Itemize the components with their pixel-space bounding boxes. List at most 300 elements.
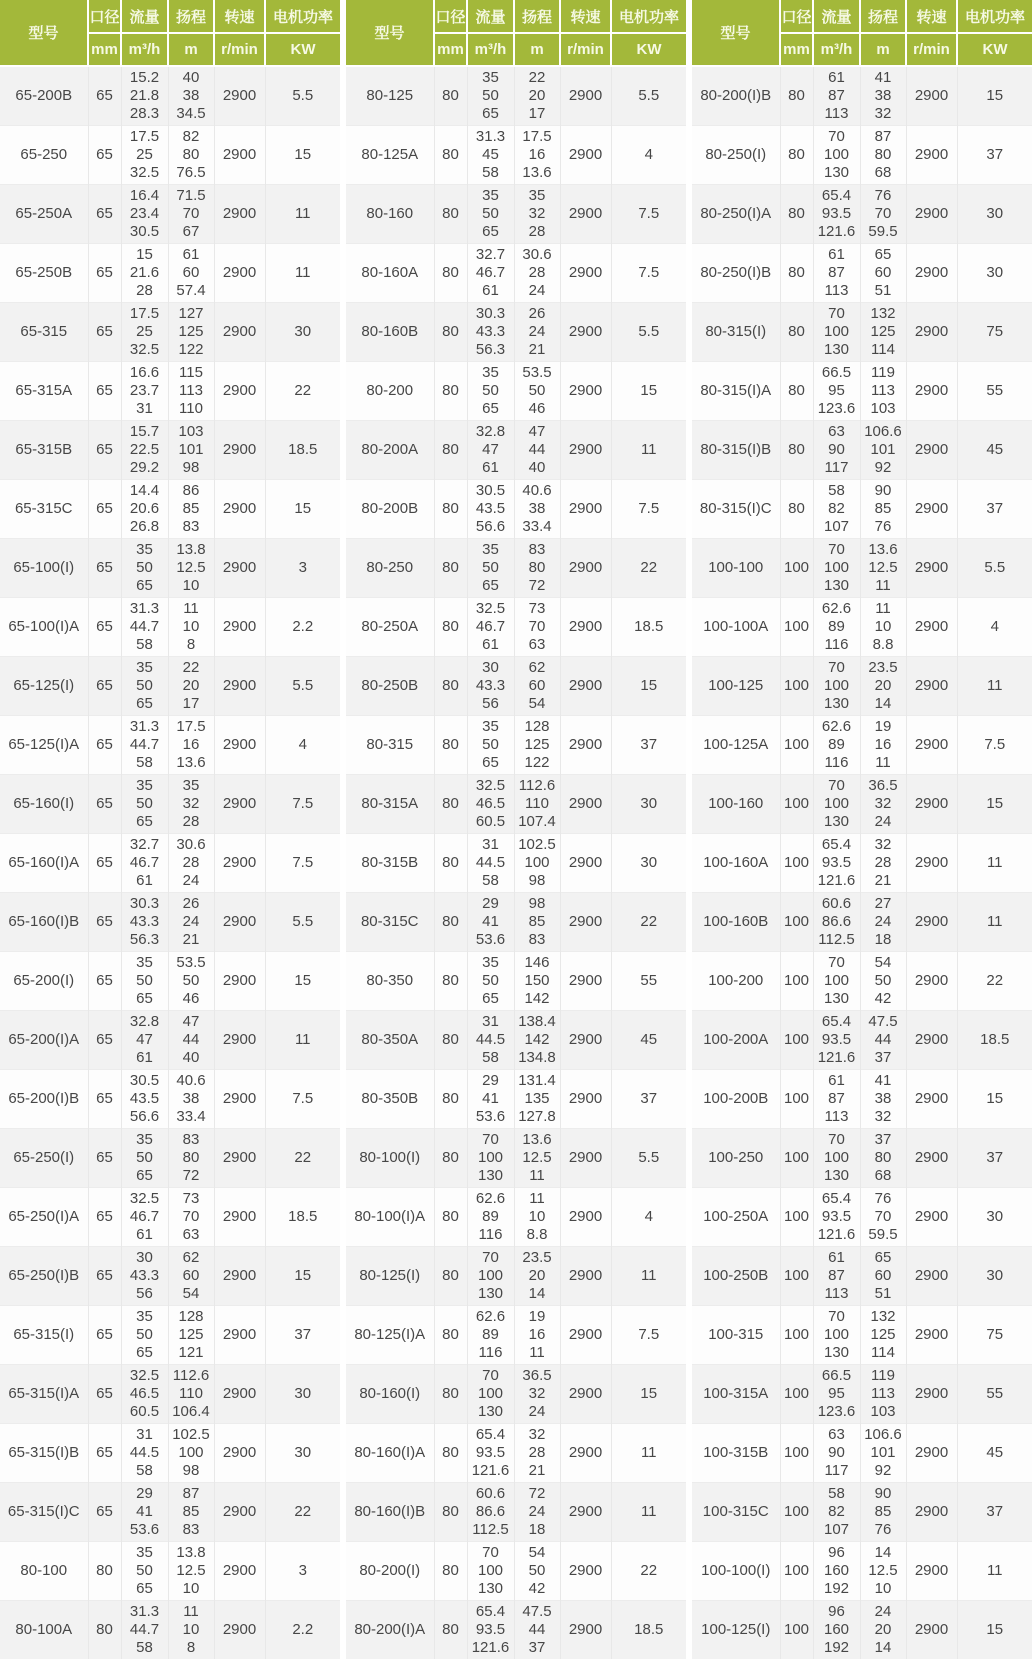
flow-cell-value: 130 [468, 1167, 514, 1185]
diameter-cell: 65 [88, 1070, 121, 1129]
power-cell: 30 [957, 185, 1032, 244]
flow-cell-value: 130 [814, 990, 860, 1008]
head-cell [514, 598, 560, 657]
flow-cell [813, 480, 860, 539]
head-cell-value: 35 [169, 777, 214, 795]
flow-cell-value: 93.5 [814, 205, 860, 223]
flow-cell-value: 100 [814, 795, 860, 813]
model-cell: 80-315 [346, 716, 434, 775]
flow-cell-value: 32.5 [468, 777, 514, 795]
power-cell: 30 [265, 1424, 340, 1483]
table-row [692, 952, 1032, 1011]
flow-cell-value: 58 [122, 636, 168, 654]
flow-cell-value: 65.4 [468, 1426, 514, 1444]
speed-cell: 2900 [560, 362, 611, 421]
flow-cell-value: 93.5 [468, 1444, 514, 1462]
header-head: 扬程 [860, 0, 906, 33]
header-flow: 流量 [121, 0, 168, 33]
flow-cell [813, 598, 860, 657]
head-cell-value: 13.8 [169, 1544, 214, 1562]
head-cell-value: 40 [169, 69, 214, 87]
diameter-cell: 80 [780, 362, 813, 421]
head-cell-value: 27 [861, 895, 906, 913]
diameter-cell: 65 [88, 893, 121, 952]
flow-cell-value: 50 [468, 382, 514, 400]
power-cell: 22 [611, 539, 686, 598]
model-cell: 65-100(I) [0, 539, 88, 598]
head-cell [168, 244, 214, 303]
model-cell: 80-125A [346, 126, 434, 185]
flow-cell [813, 1247, 860, 1306]
flow-cell-value: 41 [468, 1090, 514, 1108]
speed-cell: 2900 [560, 1483, 611, 1542]
flow-cell [467, 1011, 514, 1070]
power-cell: 22 [265, 1483, 340, 1542]
model-cell: 80-250 [346, 539, 434, 598]
header-model: 型号 [692, 0, 780, 66]
flow-cell-value: 70 [468, 1249, 514, 1267]
flow-cell-value: 43.3 [122, 913, 168, 931]
power-cell: 11 [611, 1247, 686, 1306]
table-row [346, 834, 686, 893]
flow-cell-value: 32.5 [122, 1190, 168, 1208]
head-cell-value: 10 [861, 618, 906, 636]
table-header [346, 0, 686, 66]
power-cell: 30 [957, 244, 1032, 303]
head-cell-value: 150 [515, 972, 560, 990]
flow-cell [121, 1011, 168, 1070]
speed-cell: 2900 [560, 716, 611, 775]
header-power: 电机功率 [265, 0, 340, 33]
table-row [346, 303, 686, 362]
flow-cell-value: 62.6 [468, 1308, 514, 1326]
table-row [692, 1070, 1032, 1129]
flow-cell-value: 50 [468, 972, 514, 990]
head-cell-value: 101 [861, 1444, 906, 1462]
model-cell: 80-125(I) [346, 1247, 434, 1306]
flow-cell-value: 112.5 [468, 1521, 514, 1539]
flow-cell [467, 303, 514, 362]
flow-cell-value: 17.5 [122, 305, 168, 323]
flow-cell [121, 1424, 168, 1483]
flow-cell-value: 96 [814, 1544, 860, 1562]
model-cell: 65-315 [0, 303, 88, 362]
head-cell-value: 42 [515, 1580, 560, 1598]
flow-cell-value: 70 [814, 1308, 860, 1326]
diameter-cell: 80 [88, 1542, 121, 1601]
model-cell: 65-200(I)A [0, 1011, 88, 1070]
speed-cell: 2900 [560, 1011, 611, 1070]
flow-cell-value: 22.5 [122, 441, 168, 459]
power-cell: 11 [611, 1424, 686, 1483]
head-cell-value: 13.6 [515, 1131, 560, 1149]
flow-cell-value: 25 [122, 146, 168, 164]
head-cell-value: 37 [515, 1639, 560, 1657]
diameter-cell: 80 [434, 1011, 467, 1070]
head-cell-value: 38 [169, 87, 214, 105]
flow-cell-value: 31 [122, 400, 168, 418]
flow-cell [467, 185, 514, 244]
head-cell [168, 657, 214, 716]
head-cell-value: 24 [515, 1503, 560, 1521]
diameter-cell: 65 [88, 1483, 121, 1542]
head-cell [860, 1247, 906, 1306]
head-cell-value: 102.5 [169, 1426, 214, 1444]
flow-cell [467, 126, 514, 185]
flow-cell-value: 62.6 [814, 600, 860, 618]
diameter-cell: 100 [780, 1365, 813, 1424]
head-cell-value: 76.5 [169, 164, 214, 182]
head-cell [860, 421, 906, 480]
head-cell-value: 106.6 [861, 1426, 906, 1444]
flow-cell-value: 65 [468, 990, 514, 1008]
head-cell-value: 70 [861, 1208, 906, 1226]
head-cell [168, 480, 214, 539]
diameter-cell: 100 [780, 1306, 813, 1365]
head-cell [860, 716, 906, 775]
flow-cell-value: 53.6 [468, 1108, 514, 1126]
table-row [346, 1424, 686, 1483]
head-cell-value: 41 [861, 69, 906, 87]
flow-cell [121, 1188, 168, 1247]
head-cell-value: 10 [169, 1621, 214, 1639]
speed-cell: 2900 [906, 1601, 957, 1659]
flow-cell-value: 30 [468, 659, 514, 677]
flow-cell [121, 480, 168, 539]
diameter-cell: 80 [434, 1306, 467, 1365]
flow-cell-value: 192 [814, 1580, 860, 1598]
head-cell-value: 26 [515, 305, 560, 323]
speed-cell: 2900 [214, 421, 265, 480]
speed-cell: 2900 [214, 1365, 265, 1424]
head-cell [168, 598, 214, 657]
table-row [0, 598, 340, 657]
head-cell-value: 103 [169, 423, 214, 441]
power-cell: 5.5 [957, 539, 1032, 598]
model-cell: 80-125 [346, 66, 434, 126]
flow-cell-value: 130 [814, 1167, 860, 1185]
model-cell: 100-315A [692, 1365, 780, 1424]
diameter-cell: 80 [780, 126, 813, 185]
speed-cell: 2900 [906, 952, 957, 1011]
power-cell: 55 [957, 362, 1032, 421]
speed-cell: 2900 [214, 1542, 265, 1601]
flow-cell-value: 35 [122, 777, 168, 795]
head-cell-value: 40.6 [169, 1072, 214, 1090]
head-cell-value: 28 [169, 854, 214, 872]
head-cell-value: 138.4 [515, 1013, 560, 1031]
table-row [692, 1424, 1032, 1483]
flow-cell-value: 41 [122, 1503, 168, 1521]
head-cell-value: 125 [169, 1326, 214, 1344]
head-cell-value: 19 [515, 1308, 560, 1326]
model-cell: 65-250 [0, 126, 88, 185]
head-cell-value: 62 [515, 659, 560, 677]
model-cell: 100-125(I) [692, 1601, 780, 1659]
power-cell: 15 [957, 1070, 1032, 1129]
flow-cell-value: 58 [122, 1639, 168, 1657]
diameter-cell: 80 [434, 185, 467, 244]
model-cell: 100-200A [692, 1011, 780, 1070]
flow-cell-value: 32.8 [468, 423, 514, 441]
power-cell: 2.2 [265, 598, 340, 657]
header-diameter: 口径 [434, 0, 467, 33]
head-cell-value: 85 [515, 913, 560, 931]
flow-cell-value: 113 [814, 282, 860, 300]
table-row [0, 1306, 340, 1365]
head-cell [168, 952, 214, 1011]
table-row [692, 1601, 1032, 1659]
flow-cell [467, 952, 514, 1011]
head-cell-value: 131.4 [515, 1072, 560, 1090]
diameter-cell: 100 [780, 1070, 813, 1129]
head-cell-value: 86 [169, 482, 214, 500]
diameter-cell: 80 [434, 539, 467, 598]
head-cell-value: 14 [861, 1639, 906, 1657]
flow-cell-value: 16.4 [122, 187, 168, 205]
table-row [692, 480, 1032, 539]
power-cell: 15 [611, 657, 686, 716]
speed-cell: 2900 [214, 1247, 265, 1306]
flow-cell-value: 100 [468, 1267, 514, 1285]
head-cell [514, 1247, 560, 1306]
head-cell-value: 20 [515, 87, 560, 105]
head-cell-value: 83 [169, 1521, 214, 1539]
head-cell-value: 50 [861, 972, 906, 990]
diameter-cell: 80 [434, 1365, 467, 1424]
flow-cell-value: 93.5 [468, 1621, 514, 1639]
flow-cell-value: 56 [122, 1285, 168, 1303]
flow-cell [813, 1424, 860, 1483]
head-cell [860, 185, 906, 244]
head-cell-value: 12.5 [515, 1149, 560, 1167]
speed-cell: 2900 [214, 303, 265, 362]
table-row [346, 598, 686, 657]
flow-cell-value: 89 [468, 1208, 514, 1226]
flow-cell-value: 100 [468, 1562, 514, 1580]
diameter-cell: 65 [88, 1247, 121, 1306]
model-cell: 80-250(I)A [692, 185, 780, 244]
table-row [346, 185, 686, 244]
flow-cell-value: 66.5 [814, 1367, 860, 1385]
diameter-cell: 100 [780, 598, 813, 657]
head-cell [168, 1070, 214, 1129]
head-cell [860, 775, 906, 834]
flow-cell-value: 87 [814, 1267, 860, 1285]
diameter-cell: 100 [780, 1483, 813, 1542]
head-cell-value: 115 [169, 364, 214, 382]
table-row [692, 1129, 1032, 1188]
head-cell-value: 87 [169, 1485, 214, 1503]
speed-cell: 2900 [906, 1424, 957, 1483]
table-row [346, 362, 686, 421]
power-cell: 3 [265, 1542, 340, 1601]
table-row [0, 716, 340, 775]
flow-cell-value: 46.7 [122, 1208, 168, 1226]
head-cell-value: 10 [169, 577, 214, 595]
speed-cell: 2900 [214, 362, 265, 421]
flow-cell-value: 113 [814, 1285, 860, 1303]
head-cell-value: 36.5 [861, 777, 906, 795]
power-cell: 11 [265, 185, 340, 244]
head-cell-value: 24 [515, 323, 560, 341]
flow-cell [813, 1306, 860, 1365]
speed-cell: 2900 [906, 66, 957, 126]
head-cell-value: 53.5 [515, 364, 560, 382]
head-cell-value: 46 [515, 400, 560, 418]
diameter-cell: 100 [780, 539, 813, 598]
head-cell-value: 24 [169, 872, 214, 890]
flow-cell [121, 834, 168, 893]
flow-cell-value: 44.7 [122, 736, 168, 754]
head-cell-value: 54 [861, 954, 906, 972]
head-cell-value: 103 [861, 1403, 906, 1421]
flow-cell [813, 893, 860, 952]
flow-cell [813, 1188, 860, 1247]
power-cell: 22 [957, 952, 1032, 1011]
power-cell: 30 [611, 834, 686, 893]
head-cell-value: 22 [515, 69, 560, 87]
flow-cell [813, 1365, 860, 1424]
head-cell-value: 20 [861, 677, 906, 695]
head-cell-value: 21 [515, 1462, 560, 1480]
power-cell: 22 [611, 893, 686, 952]
model-cell: 100-200 [692, 952, 780, 1011]
head-cell-value: 11 [515, 1167, 560, 1185]
table-row [692, 185, 1032, 244]
power-cell: 7.5 [611, 1306, 686, 1365]
flow-cell-value: 121.6 [468, 1462, 514, 1480]
power-cell: 45 [611, 1011, 686, 1070]
diameter-cell: 65 [88, 480, 121, 539]
header-diameter-unit: mm [780, 33, 813, 66]
head-cell-value: 98 [169, 1462, 214, 1480]
flow-cell-value: 58 [468, 164, 514, 182]
flow-cell [121, 1306, 168, 1365]
flow-cell [121, 1070, 168, 1129]
model-cell: 80-250A [346, 598, 434, 657]
head-cell-value: 110 [515, 795, 560, 813]
power-cell: 3 [265, 539, 340, 598]
flow-cell-value: 35 [468, 69, 514, 87]
speed-cell: 2900 [560, 893, 611, 952]
head-cell-value: 8 [169, 1639, 214, 1657]
flow-cell-value: 44.5 [468, 1031, 514, 1049]
head-cell-value: 80 [515, 559, 560, 577]
table-row [692, 716, 1032, 775]
speed-cell: 2900 [906, 1070, 957, 1129]
diameter-cell: 80 [780, 66, 813, 126]
head-cell [168, 421, 214, 480]
head-cell-value: 13.6 [169, 754, 214, 772]
diameter-cell: 65 [88, 1306, 121, 1365]
head-cell-value: 17.5 [169, 718, 214, 736]
flow-cell-value: 93.5 [814, 854, 860, 872]
model-cell: 65-160(I) [0, 775, 88, 834]
table-row [0, 362, 340, 421]
head-cell-value: 85 [169, 500, 214, 518]
diameter-cell: 65 [88, 1188, 121, 1247]
head-cell-value: 106.4 [169, 1403, 214, 1421]
model-cell: 80-100(I) [346, 1129, 434, 1188]
flow-cell-value: 123.6 [814, 1403, 860, 1421]
power-cell: 15 [265, 480, 340, 539]
diameter-cell: 80 [434, 480, 467, 539]
head-cell [514, 893, 560, 952]
head-cell-value: 16 [515, 1326, 560, 1344]
flow-cell-value: 65.4 [814, 187, 860, 205]
model-cell: 100-100(I) [692, 1542, 780, 1601]
flow-cell-value: 15 [122, 246, 168, 264]
head-cell-value: 83 [169, 518, 214, 536]
power-cell: 11 [957, 834, 1032, 893]
flow-cell-value: 35 [122, 1544, 168, 1562]
flow-cell-value: 100 [814, 972, 860, 990]
model-cell: 80-350B [346, 1070, 434, 1129]
table-row [692, 539, 1032, 598]
flow-cell-value: 29 [468, 895, 514, 913]
flow-cell-value: 63 [814, 423, 860, 441]
head-cell [168, 1188, 214, 1247]
flow-cell [121, 893, 168, 952]
flow-cell-value: 123.6 [814, 400, 860, 418]
flow-cell [813, 1129, 860, 1188]
flow-cell-value: 35 [468, 718, 514, 736]
head-cell-value: 54 [515, 695, 560, 713]
header-model: 型号 [346, 0, 434, 66]
table-row [0, 303, 340, 362]
head-cell [514, 66, 560, 126]
head-cell-value: 13.6 [861, 541, 906, 559]
speed-cell: 2900 [906, 657, 957, 716]
head-cell-value: 92 [861, 1462, 906, 1480]
flow-cell-value: 50 [122, 677, 168, 695]
flow-cell-value: 61 [814, 1249, 860, 1267]
head-cell-value: 67 [169, 223, 214, 241]
model-cell: 80-200B [346, 480, 434, 539]
flow-cell-value: 70 [814, 659, 860, 677]
flow-cell [813, 775, 860, 834]
table-body [0, 66, 340, 1659]
head-cell [514, 421, 560, 480]
head-cell-value: 11 [515, 1190, 560, 1208]
flow-cell-value: 21.6 [122, 264, 168, 282]
power-cell: 4 [957, 598, 1032, 657]
diameter-cell: 100 [780, 1129, 813, 1188]
head-cell-value: 28 [515, 223, 560, 241]
speed-cell: 2900 [906, 1306, 957, 1365]
speed-cell: 2900 [906, 539, 957, 598]
head-cell-value: 90 [861, 482, 906, 500]
power-cell: 15 [265, 1247, 340, 1306]
head-cell-value: 146 [515, 954, 560, 972]
flow-cell-value: 87 [814, 264, 860, 282]
flow-cell [467, 893, 514, 952]
header-flow-unit: m³/h [121, 33, 168, 66]
flow-cell-value: 43.3 [468, 677, 514, 695]
head-cell-value: 102.5 [515, 836, 560, 854]
speed-cell: 2900 [906, 303, 957, 362]
head-cell [860, 1011, 906, 1070]
table-row [346, 244, 686, 303]
model-cell: 65-250(I) [0, 1129, 88, 1188]
pump-spec-table-2 [346, 0, 686, 1659]
flow-cell-value: 43.5 [468, 500, 514, 518]
flow-cell-value: 107 [814, 1521, 860, 1539]
diameter-cell: 65 [88, 1365, 121, 1424]
power-cell: 37 [957, 480, 1032, 539]
head-cell-value: 70 [169, 205, 214, 223]
